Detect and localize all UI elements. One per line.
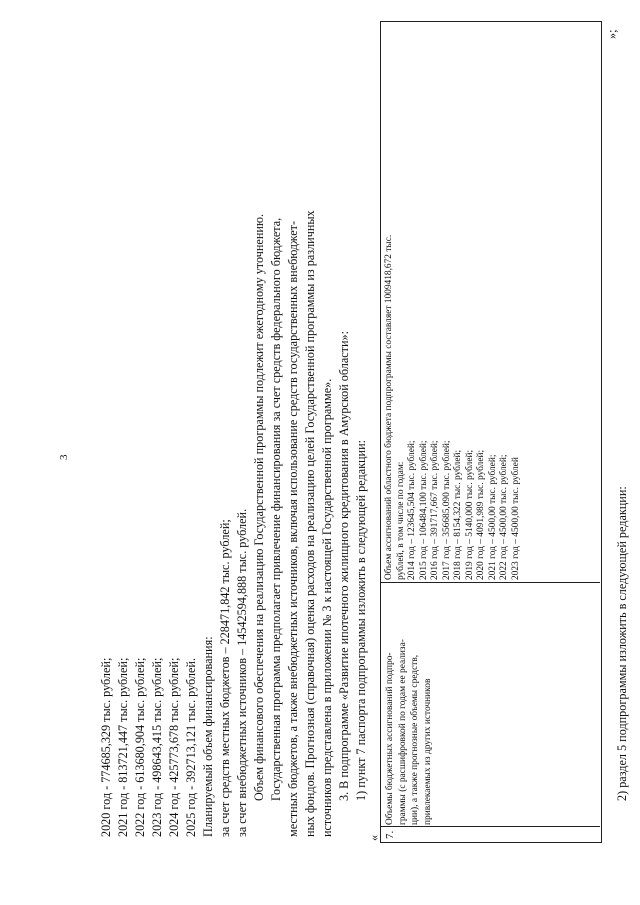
right-cell-line: 2023 год – 4500,00 тыс. рублей xyxy=(510,457,521,580)
right-cell-line: 2017 год – 356685,090 тыс. рублей; xyxy=(441,440,452,580)
right-cell-line: 2020 год – 4091,989 тыс. рублей; xyxy=(476,449,486,580)
paragraph-line: Государственная программа предполагает привлечение финансирования за счет средств федерального бюджета, xyxy=(269,217,283,801)
funding-year-line: 2021 год - 813721,447 тыс. рублей; xyxy=(116,657,130,837)
table-divider xyxy=(380,826,600,827)
right-cell-line: 2018 год – 8154,322 тыс. рублей; xyxy=(453,449,463,580)
right-cell-line: 2015 год – 106484,100 тыс. рублей; xyxy=(418,440,429,580)
funding-year-line: 2022 год - 613680,904 тыс. рублей; xyxy=(133,657,147,837)
table-right-cell xyxy=(384,235,522,580)
planned-heading: Планируемый объем финансирования: xyxy=(201,636,215,837)
paragraph-line: ных фондов. Прогнозная (справочная) оценка расходов на реализацию целей Государственной программы из различных xyxy=(303,210,317,837)
right-cell-line: 2019 год – 5140,000 тыс. рублей; xyxy=(464,449,475,580)
left-cell-line: граммы (с расшифровкой по годам ее реализа- xyxy=(397,639,408,825)
item-3: 3. В подпрограмме «Развитие ипотечного жилищного кредитования в Амурской области»: xyxy=(337,330,351,801)
close-quote: »; xyxy=(605,29,619,39)
right-cell-line: 2014 год – 123645,504 тыс. рублей; xyxy=(407,440,417,580)
paragraph-line: источников представлена в приложении № 3 к настоящей Государственной программе». xyxy=(320,378,334,837)
open-quote: « xyxy=(367,834,381,841)
paragraph-line: местных бюджетов, а также внебюджетных источников, включая использование средств государственных внебюджет- xyxy=(286,220,300,837)
planned-extra: за счет внебюджетных источников – 14542594,888 тыс. рублей. xyxy=(235,508,249,837)
funding-year-line: 2020 год - 774685,329 тыс. рублей; xyxy=(99,657,113,837)
right-cell-line: 2021 год – 4500,00 тыс. рублей; xyxy=(487,454,498,580)
planned-annual: Объем финансового обеспечения на реализацию Государственной программы подлежит ежегодному уточнению. xyxy=(252,213,266,801)
planned-local: за счет средств местных бюджетов – 228471,842 тыс. рублей; xyxy=(218,519,232,837)
page-number: 3 xyxy=(58,454,70,460)
left-cell-line: ции), а также прогнозные объемы средств, xyxy=(410,654,420,825)
table-left-cell xyxy=(384,585,434,825)
right-cell-line: 2016 год – 391717,667 тыс. рублей; xyxy=(430,440,440,580)
funding-year-line: 2023 год - 498643,415 тыс. рублей; xyxy=(150,657,164,837)
right-cell-line: рублей, в том числе по годам: xyxy=(395,461,406,580)
item-3-1: 1) пункт 7 паспорта подпрограммы изложить в следующей редакции: xyxy=(354,440,368,801)
funding-year-line: 2025 год - 392713,121 тыс. рублей. xyxy=(184,658,198,837)
right-cell-line: Объем ассигнований областного бюджета подпрограммы составляет 1009418,672 тыс. xyxy=(384,234,394,580)
table-divider xyxy=(380,582,600,583)
left-cell-line: Объемы бюджетных ассигнований подпро- xyxy=(385,652,395,825)
funding-year-line: 2024 год - 425773,678 тыс. рублей; xyxy=(167,657,181,837)
left-cell-line: привлекаемых из других источников xyxy=(422,678,433,825)
item-3-2: 2) раздел 5 подпрограммы изложить в следующей редакции: xyxy=(615,486,629,801)
table-row-number: 7. xyxy=(384,830,396,839)
right-cell-line: 2022 год – 4500,00 тыс. рублей; xyxy=(499,454,509,580)
